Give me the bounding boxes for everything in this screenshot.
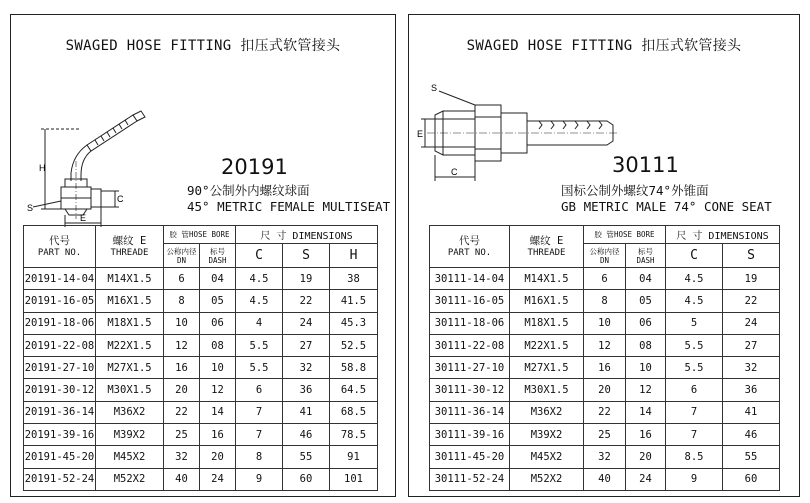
thread-cell: M22X1.5 — [510, 334, 584, 356]
s-cell: 36 — [283, 379, 330, 401]
dash-cell: 06 — [626, 312, 666, 334]
col-dn-header: 公称内径 DN — [164, 244, 200, 268]
part-no-cell: 20191-14-04 — [24, 268, 96, 290]
c-cell: 5.5 — [236, 357, 283, 379]
elbow-fitting-drawing — [25, 101, 165, 231]
part-no-cell: 30111-14-04 — [430, 268, 510, 290]
table-row — [24, 424, 378, 446]
s-cell: 46 — [283, 424, 330, 446]
thread-cell: M39X2 — [510, 424, 584, 446]
dash-cell: 24 — [200, 468, 236, 490]
col-dimensions-header — [236, 226, 378, 244]
right-part-number: 30111 — [612, 153, 679, 177]
dn-cell: 10 — [584, 312, 626, 334]
h-cell: 38 — [330, 268, 378, 290]
dash-cell: 04 — [626, 268, 666, 290]
s-cell: 41 — [723, 401, 780, 423]
part-no-cell: 30111-30-12 — [430, 379, 510, 401]
c-cell: 4.5 — [666, 268, 723, 290]
part-no-cell: 30111-22-08 — [430, 334, 510, 356]
dn-cell: 6 — [164, 268, 200, 290]
h-cell: 101 — [330, 468, 378, 490]
right-description — [561, 183, 772, 215]
s-cell: 32 — [283, 357, 330, 379]
dash-cell: 08 — [626, 334, 666, 356]
table-row — [24, 268, 378, 290]
s-cell: 19 — [723, 268, 780, 290]
dash-cell: 16 — [626, 424, 666, 446]
right-panel-title: SWAGED HOSE FITTING 扣压式软管接头 — [466, 38, 742, 54]
col-part-no-header — [24, 226, 96, 268]
h-cell: 91 — [330, 446, 378, 468]
col-dash-header: 标号 DASH — [626, 244, 666, 268]
dash-cell: 12 — [200, 379, 236, 401]
dim-s-label: S — [27, 203, 34, 213]
table-row — [24, 446, 378, 468]
table-row — [430, 379, 780, 401]
s-cell: 22 — [723, 290, 780, 312]
table-row — [24, 468, 378, 490]
dash-cell: 10 — [626, 357, 666, 379]
left-part-number: 20191 — [221, 155, 288, 179]
table-row — [430, 290, 780, 312]
dash-cell: 20 — [200, 446, 236, 468]
col-s-header: S — [723, 244, 780, 268]
c-cell: 7 — [236, 401, 283, 423]
dim-c-label: C — [451, 167, 458, 177]
h-cell: 78.5 — [330, 424, 378, 446]
dash-cell: 20 — [626, 446, 666, 468]
table-row — [430, 401, 780, 423]
straight-fitting-drawing — [415, 71, 625, 201]
thread-cell: M36X2 — [510, 401, 584, 423]
c-cell: 5 — [666, 312, 723, 334]
c-cell: 4.5 — [666, 290, 723, 312]
left-catalog-panel — [10, 14, 396, 497]
thread-cell: M45X2 — [96, 446, 164, 468]
table-row — [430, 357, 780, 379]
dim-h-label: H — [39, 163, 46, 173]
right-catalog-panel — [408, 14, 800, 497]
part-no-cell: 20191-16-05 — [24, 290, 96, 312]
dn-cell: 16 — [164, 357, 200, 379]
col-hose-bore-header — [164, 226, 236, 244]
c-cell: 9 — [236, 468, 283, 490]
table-row — [24, 290, 378, 312]
h-cell: 68.5 — [330, 401, 378, 423]
part-no-cell: 20191-22-08 — [24, 334, 96, 356]
s-cell: 55 — [723, 446, 780, 468]
table-row — [24, 401, 378, 423]
col-c-header: C — [236, 244, 283, 268]
col-thread-header — [96, 226, 164, 268]
header-thread-cn: 螺纹 E — [112, 234, 147, 247]
table-row — [24, 312, 378, 334]
part-no-cell: 20191-39-16 — [24, 424, 96, 446]
thread-cell: M39X2 — [96, 424, 164, 446]
part-no-cell: 30111-27-10 — [430, 357, 510, 379]
thread-cell: M52X2 — [96, 468, 164, 490]
thread-cell: M27X1.5 — [510, 357, 584, 379]
c-cell: 4.5 — [236, 290, 283, 312]
table-row — [430, 424, 780, 446]
c-cell: 7 — [666, 424, 723, 446]
header-hose-cn: 胶 管 — [169, 230, 189, 239]
left-description-en: 45° METRIC FEMALE MULTISEAT — [187, 199, 391, 214]
dim-s-label: S — [431, 83, 438, 93]
table-row — [24, 357, 378, 379]
c-cell: 7 — [236, 424, 283, 446]
dn-cell: 32 — [584, 446, 626, 468]
c-cell: 7 — [666, 401, 723, 423]
part-no-cell: 30111-39-16 — [430, 424, 510, 446]
dn-cell: 40 — [164, 468, 200, 490]
thread-cell: M27X1.5 — [96, 357, 164, 379]
left-spec-table — [23, 225, 378, 491]
dn-cell: 16 — [584, 357, 626, 379]
header-dim-en: DIMENSIONS — [292, 231, 353, 242]
dim-e-label: E — [417, 129, 424, 139]
header-dim-cn: 尺 寸 — [260, 231, 287, 242]
dash-cell: 12 — [626, 379, 666, 401]
dn-cell: 22 — [584, 401, 626, 423]
thread-cell: M45X2 — [510, 446, 584, 468]
s-cell: 41 — [283, 401, 330, 423]
part-no-cell: 20191-27-10 — [24, 357, 96, 379]
part-no-cell: 30111-16-05 — [430, 290, 510, 312]
s-cell: 22 — [283, 290, 330, 312]
col-thread-header: 螺纹 E THREADE — [510, 226, 584, 268]
dn-cell: 8 — [164, 290, 200, 312]
dim-c-label: C — [117, 194, 124, 204]
thread-cell: M36X2 — [96, 401, 164, 423]
dn-cell: 12 — [164, 334, 200, 356]
thread-cell: M18X1.5 — [96, 312, 164, 334]
col-part-no-header: 代号 PART NO. — [430, 226, 510, 268]
s-cell: 24 — [283, 312, 330, 334]
dn-cell: 22 — [164, 401, 200, 423]
thread-cell: M14X1.5 — [510, 268, 584, 290]
col-dimensions-header: 尺 寸 DIMENSIONS — [666, 226, 780, 244]
dash-cell: 14 — [200, 401, 236, 423]
left-description-cn: 90°公制外内螺纹球面 — [187, 183, 310, 198]
s-cell: 36 — [723, 379, 780, 401]
dn-cell: 6 — [584, 268, 626, 290]
header-thread-en: THREADE — [110, 247, 149, 258]
table-row — [430, 468, 780, 490]
dash-cell: 08 — [200, 334, 236, 356]
c-cell: 8.5 — [666, 446, 723, 468]
s-cell: 60 — [283, 468, 330, 490]
dn-cell: 12 — [584, 334, 626, 356]
thread-cell: M18X1.5 — [510, 312, 584, 334]
s-cell: 19 — [283, 268, 330, 290]
right-description-cn: 国标公制外螺纹74°外锥面 — [561, 183, 709, 198]
s-cell: 46 — [723, 424, 780, 446]
table-row — [430, 268, 780, 290]
c-cell: 4 — [236, 312, 283, 334]
thread-cell: M22X1.5 — [96, 334, 164, 356]
col-dn-header: 公称内径 DN — [584, 244, 626, 268]
c-cell: 8 — [236, 446, 283, 468]
dash-cell: 06 — [200, 312, 236, 334]
dim-e-label: E — [80, 213, 87, 223]
table-row — [430, 334, 780, 356]
s-cell: 24 — [723, 312, 780, 334]
c-cell: 6 — [666, 379, 723, 401]
right-spec-table — [429, 225, 780, 491]
dash-cell: 24 — [626, 468, 666, 490]
col-dash-header: 标号 DASH — [200, 244, 236, 268]
table-row — [430, 312, 780, 334]
table-row — [24, 334, 378, 356]
c-cell: 5.5 — [236, 334, 283, 356]
h-cell: 41.5 — [330, 290, 378, 312]
s-cell: 27 — [723, 334, 780, 356]
dn-cell: 20 — [164, 379, 200, 401]
c-cell: 5.5 — [666, 357, 723, 379]
dn-cell: 32 — [164, 446, 200, 468]
thread-cell: M30X1.5 — [510, 379, 584, 401]
col-hose-bore-header: 胶 管HOSE BORE — [584, 226, 666, 244]
thread-cell: M14X1.5 — [96, 268, 164, 290]
part-no-cell: 20191-30-12 — [24, 379, 96, 401]
part-no-cell: 30111-18-06 — [430, 312, 510, 334]
col-s-header: S — [283, 244, 330, 268]
thread-cell: M30X1.5 — [96, 379, 164, 401]
dn-cell: 10 — [164, 312, 200, 334]
c-cell: 5.5 — [666, 334, 723, 356]
h-cell: 64.5 — [330, 379, 378, 401]
h-cell: 52.5 — [330, 334, 378, 356]
dash-cell: 10 — [200, 357, 236, 379]
c-cell: 6 — [236, 379, 283, 401]
part-no-cell: 20191-18-06 — [24, 312, 96, 334]
header-code-en: PART NO. — [37, 247, 82, 258]
table-row — [430, 446, 780, 468]
header-hose-en: HOSE BORE — [188, 230, 230, 239]
part-no-cell: 20191-36-14 — [24, 401, 96, 423]
table-row — [24, 379, 378, 401]
thread-cell: M16X1.5 — [96, 290, 164, 312]
h-cell: 58.8 — [330, 357, 378, 379]
s-cell: 55 — [283, 446, 330, 468]
col-c-header: C — [666, 244, 723, 268]
left-panel-title: SWAGED HOSE FITTING 扣压式软管接头 — [65, 38, 341, 54]
dash-cell: 16 — [200, 424, 236, 446]
s-cell: 32 — [723, 357, 780, 379]
dn-cell: 40 — [584, 468, 626, 490]
part-no-cell: 30111-52-24 — [430, 468, 510, 490]
header-code-cn: 代号 — [49, 234, 70, 247]
s-cell: 27 — [283, 334, 330, 356]
left-description — [187, 183, 390, 215]
dash-cell: 05 — [200, 290, 236, 312]
dash-cell: 05 — [626, 290, 666, 312]
dn-cell: 20 — [584, 379, 626, 401]
part-no-cell: 20191-45-20 — [24, 446, 96, 468]
dn-cell: 8 — [584, 290, 626, 312]
part-no-cell: 30111-36-14 — [430, 401, 510, 423]
part-no-cell: 20191-52-24 — [24, 468, 96, 490]
c-cell: 4.5 — [236, 268, 283, 290]
dn-cell: 25 — [164, 424, 200, 446]
s-cell: 60 — [723, 468, 780, 490]
dash-cell: 04 — [200, 268, 236, 290]
col-h-header: H — [330, 244, 378, 268]
h-cell: 45.3 — [330, 312, 378, 334]
part-no-cell: 30111-45-20 — [430, 446, 510, 468]
thread-cell: M52X2 — [510, 468, 584, 490]
dn-cell: 25 — [584, 424, 626, 446]
dash-cell: 14 — [626, 401, 666, 423]
thread-cell: M16X1.5 — [510, 290, 584, 312]
right-description-en: GB METRIC MALE 74° CONE SEAT — [561, 199, 772, 214]
c-cell: 9 — [666, 468, 723, 490]
